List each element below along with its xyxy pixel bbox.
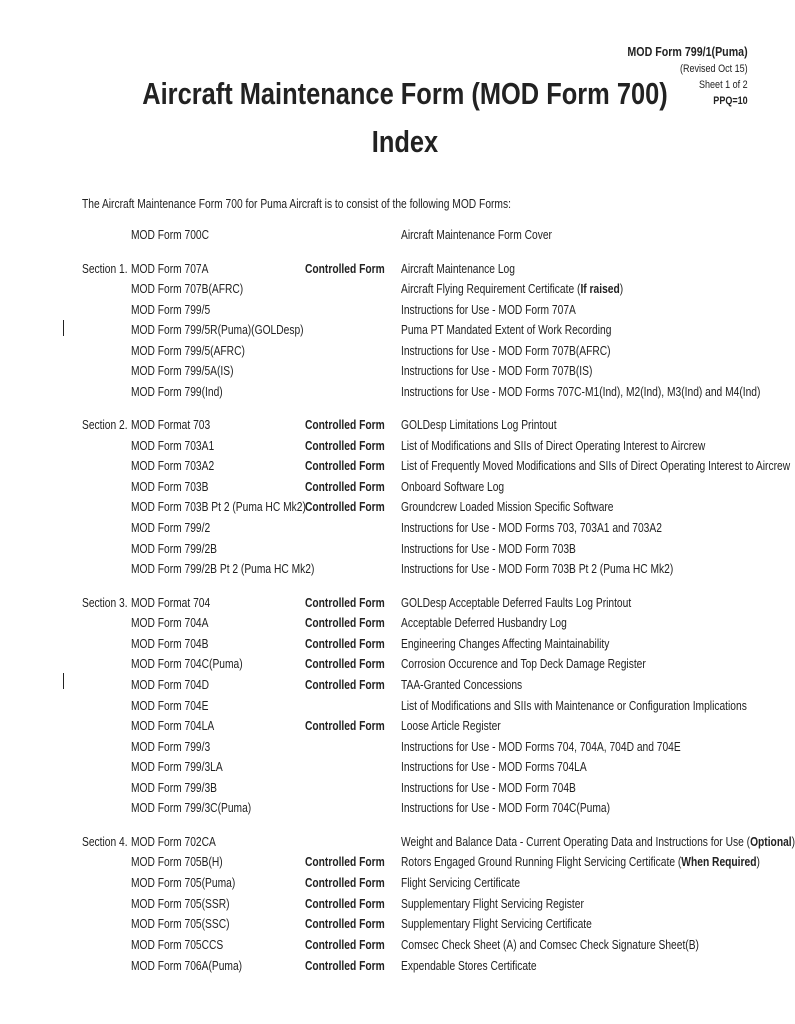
form-number: MOD Format 703: [131, 418, 211, 432]
table-row: [0, 738, 770, 756]
form-description: [401, 226, 552, 244]
form-description: [401, 779, 576, 797]
revision-date: (Revised Oct 15): [680, 63, 748, 75]
margin-mark: [63, 320, 64, 336]
form-number: MOD Form 799/3: [131, 740, 211, 754]
table-row: [0, 519, 770, 537]
controlled-form-label: Controlled Form: [305, 637, 385, 651]
description-text: Rotors Engaged Ground Running Flight Servicing Certificate (: [401, 855, 682, 869]
form-description: [401, 342, 611, 360]
form-description: [401, 799, 610, 817]
form-description: [401, 437, 705, 455]
form-description: [401, 614, 567, 632]
controlled-form-label: Controlled Form: [305, 719, 385, 733]
form-number: MOD Form 707A: [131, 262, 209, 276]
form-number: MOD Form 704B: [131, 637, 209, 651]
margin-mark: [63, 673, 64, 689]
description-text: Instructions for Use - MOD Forms 704, 704A, 704D and 704E: [401, 740, 681, 754]
form-description: [401, 540, 576, 558]
form-id: MOD Form 799/1(Puma): [627, 44, 748, 59]
form-description: [401, 478, 504, 496]
description-text: Aircraft Maintenance Form Cover: [401, 228, 552, 242]
table-row: [0, 779, 770, 797]
form-number: MOD Form 702CA: [131, 835, 216, 849]
form-number: MOD Form 799/5(AFRC): [131, 344, 245, 358]
table-row: [0, 498, 770, 516]
form-description: [401, 519, 662, 537]
table-row: [0, 437, 770, 455]
controlled-form-label: Controlled Form: [305, 876, 385, 890]
table-row: [0, 560, 770, 578]
form-description: [401, 833, 795, 851]
table-row: [0, 321, 770, 339]
section-label: Section 4.: [82, 835, 128, 849]
form-number: MOD Form 799/5R(Puma)(GOLDesp): [131, 323, 304, 337]
form-number: MOD Form 799(Ind): [131, 385, 223, 399]
table-row: [0, 457, 791, 475]
controlled-form-label: Controlled Form: [305, 897, 385, 911]
form-description: [401, 895, 584, 913]
table-row: [0, 260, 770, 278]
form-number: MOD Form 703B: [131, 480, 209, 494]
controlled-form-label: Controlled Form: [305, 500, 385, 514]
description-text: Flight Servicing Certificate: [401, 876, 521, 890]
form-number: MOD Form 705(SSR): [131, 897, 230, 911]
table-row: [0, 478, 770, 496]
form-number: MOD Form 799/2B: [131, 542, 218, 556]
table-row: [0, 936, 770, 954]
section-label: Section 3.: [82, 596, 128, 610]
description-text: Instructions for Use - MOD Form 707B(AFRC): [401, 344, 611, 358]
description-text: Aircraft Flying Requirement Certificate (: [401, 282, 581, 296]
description-emphasis: Optional: [750, 835, 792, 849]
description-text: Groundcrew Loaded Mission Specific Software: [401, 500, 614, 514]
description-suffix: ): [756, 855, 760, 869]
form-number: MOD Form 707B(AFRC): [131, 282, 244, 296]
description-emphasis: If raised: [580, 282, 620, 296]
controlled-form-label: Controlled Form: [305, 480, 385, 494]
description-text: Loose Article Register: [401, 719, 501, 733]
description-suffix: ): [619, 282, 624, 296]
form-description: [401, 853, 760, 871]
controlled-form-label: Controlled Form: [305, 657, 385, 671]
form-description: [401, 301, 576, 319]
table-row: [0, 758, 770, 776]
description-text: Instructions for Use - MOD Form 703B Pt 2 (Puma HC Mk2): [401, 562, 674, 576]
form-description: [401, 321, 611, 339]
description-text: Corrosion Occurence and Top Deck Damage Register: [401, 657, 646, 671]
form-description: [401, 416, 557, 434]
controlled-form-label: Controlled Form: [305, 855, 385, 869]
table-row: [0, 301, 770, 319]
description-text: Acceptable Deferred Husbandry Log: [401, 616, 567, 630]
form-description: [401, 280, 623, 298]
form-number: MOD Form 704A: [131, 616, 209, 630]
form-number: MOD Form 703A1: [131, 439, 215, 453]
form-number: MOD Form 799/2: [131, 521, 211, 535]
description-text: Instructions for Use - MOD Forms 703, 703A1 and 703A2: [401, 521, 662, 535]
description-suffix: ): [791, 835, 795, 849]
form-description: [401, 260, 515, 278]
table-row: [0, 957, 770, 975]
description-text: Onboard Software Log: [401, 480, 505, 494]
table-row: [0, 915, 770, 933]
section-label: Section 1.: [82, 262, 128, 276]
controlled-form-label: Controlled Form: [305, 596, 385, 610]
ppq-value: PPQ=10: [713, 95, 748, 107]
form-number: MOD Form 704LA: [131, 719, 215, 733]
controlled-form-label: Controlled Form: [305, 439, 385, 453]
description-text: Weight and Balance Data - Current Operating Data and Instructions for Use (: [401, 835, 751, 849]
form-number: MOD Form 704D: [131, 678, 210, 692]
description-text: Engineering Changes Affecting Maintainability: [401, 637, 610, 651]
form-number: MOD Form 703B Pt 2 (Puma HC Mk2): [131, 500, 306, 514]
form-number: MOD Form 700C: [131, 228, 210, 242]
description-text: Instructions for Use - MOD Form 707A: [401, 303, 576, 317]
controlled-form-label: Controlled Form: [305, 262, 385, 276]
description-text: List of Modifications and SIIs of Direct Operating Interest to Aircrew: [401, 439, 706, 453]
table-row: [0, 614, 770, 632]
table-row: [0, 676, 770, 694]
form-number: MOD Form 704E: [131, 699, 209, 713]
controlled-form-label: Controlled Form: [305, 917, 385, 931]
form-number: MOD Form 799/3C(Puma): [131, 801, 252, 815]
description-text: Expendable Stores Certificate: [401, 959, 537, 973]
description-text: Aircraft Maintenance Log: [401, 262, 515, 276]
controlled-form-label: Controlled Form: [305, 616, 385, 630]
form-description: [401, 758, 587, 776]
table-row: [0, 874, 770, 892]
form-number: MOD Form 799/5A(IS): [131, 364, 234, 378]
table-row: [0, 853, 770, 871]
description-text: GOLDesp Limitations Log Printout: [401, 418, 557, 432]
description-text: List of Modifications and SIIs with Maintenance or Configuration Implications: [401, 699, 747, 713]
table-row: [0, 895, 770, 913]
description-text: Comsec Check Sheet (A) and Comsec Check Signature Sheet(B): [401, 938, 699, 952]
form-number: MOD Form 705(SSC): [131, 917, 230, 931]
table-row: [0, 655, 770, 673]
form-description: [401, 717, 501, 735]
description-text: Instructions for Use - MOD Forms 704LA: [401, 760, 587, 774]
form-description: [401, 676, 522, 694]
table-row: [0, 799, 770, 817]
description-text: Instructions for Use - MOD Form 703B: [401, 542, 576, 556]
form-number: MOD Form 799/2B Pt 2 (Puma HC Mk2): [131, 562, 315, 576]
form-number: MOD Form 703A2: [131, 459, 215, 473]
form-description: [401, 655, 646, 673]
form-description: [401, 457, 790, 475]
form-description: [401, 915, 592, 933]
sheet-number: Sheet 1 of 2: [699, 79, 748, 91]
table-row: [0, 635, 770, 653]
controlled-form-label: Controlled Form: [305, 959, 385, 973]
form-description: [401, 936, 699, 954]
description-text: Instructions for Use - MOD Forms 707C-M1(Ind), M2(Ind), M3(Ind) and M4(Ind): [401, 385, 761, 399]
table-row: [0, 342, 770, 360]
description-text: GOLDesp Acceptable Deferred Faults Log Printout: [401, 596, 632, 610]
description-text: TAA-Granted Concessions: [401, 678, 523, 692]
form-number: MOD Format 704: [131, 596, 211, 610]
table-row: [0, 383, 770, 401]
form-number: MOD Form 704C(Puma): [131, 657, 243, 671]
table-row: [0, 362, 770, 380]
table-row: [0, 833, 795, 851]
form-description: [401, 383, 760, 401]
form-description: [401, 635, 609, 653]
form-number: MOD Form 799/3LA: [131, 760, 223, 774]
table-row: [0, 226, 770, 244]
form-description: [401, 697, 747, 715]
form-description: [401, 560, 673, 578]
table-row: [0, 717, 770, 735]
description-text: Puma PT Mandated Extent of Work Recording: [401, 323, 612, 337]
document-title: Aircraft Maintenance Form (MOD Form 700): [142, 76, 668, 111]
controlled-form-label: Controlled Form: [305, 459, 385, 473]
table-row: [0, 540, 770, 558]
table-row: [0, 280, 770, 298]
form-number: MOD Form 799/5: [131, 303, 211, 317]
form-number: MOD Form 799/3B: [131, 781, 218, 795]
controlled-form-label: Controlled Form: [305, 678, 385, 692]
form-description: [401, 957, 537, 975]
form-number: MOD Form 705B(H): [131, 855, 223, 869]
document-subtitle: Index: [371, 124, 439, 159]
description-text: Supplementary Flight Servicing Register: [401, 897, 584, 911]
form-description: [401, 594, 631, 612]
controlled-form-label: Controlled Form: [305, 938, 385, 952]
table-row: [0, 594, 770, 612]
form-number: MOD Form 705(Puma): [131, 876, 236, 890]
description-emphasis: When Required: [681, 855, 757, 869]
table-row: [0, 416, 770, 434]
form-number: MOD Form 705CCS: [131, 938, 224, 952]
controlled-form-label: Controlled Form: [305, 418, 385, 432]
description-text: Instructions for Use - MOD Form 707B(IS): [401, 364, 593, 378]
form-number: MOD Form 706A(Puma): [131, 959, 243, 973]
form-description: [401, 498, 614, 516]
intro-text: The Aircraft Maintenance Form 700 for Puma Aircraft is to consist of the following MOD Forms:: [82, 197, 511, 211]
description-text: Supplementary Flight Servicing Certificate: [401, 917, 592, 931]
section-label: Section 2.: [82, 418, 128, 432]
description-text: Instructions for Use - MOD Form 704C(Puma): [401, 801, 611, 815]
description-text: Instructions for Use - MOD Form 704B: [401, 781, 576, 795]
form-description: [401, 362, 592, 380]
form-description: [401, 738, 681, 756]
form-description: [401, 874, 520, 892]
table-row: [0, 697, 770, 715]
description-text: List of Frequently Moved Modifications and SIIs of Direct Operating Interest to Aircrew: [401, 459, 791, 473]
